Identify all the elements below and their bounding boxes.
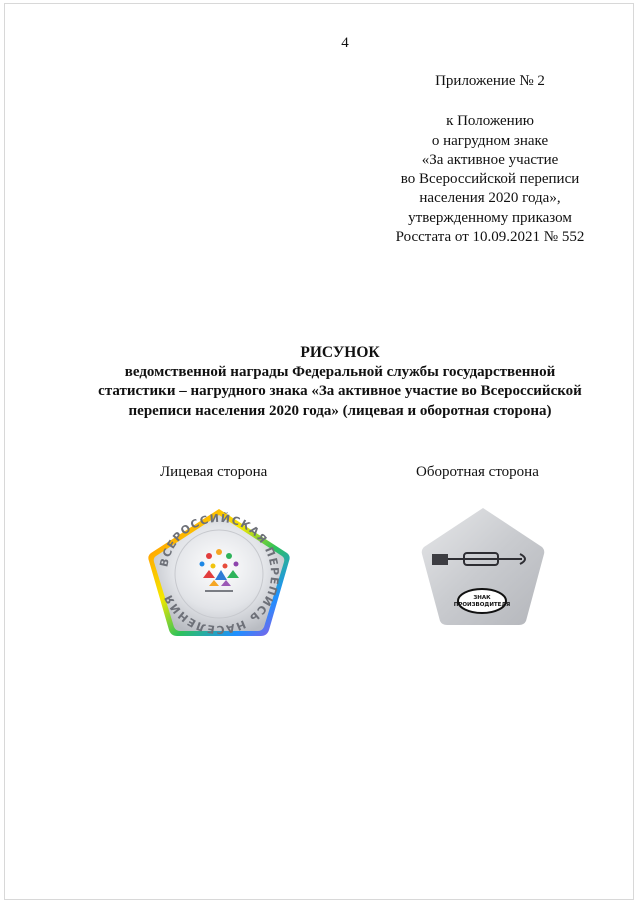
maker-mark-text: ЗНАК	[473, 595, 491, 601]
appendix-title: Приложение № 2	[435, 73, 545, 89]
heading-line: переписи населения 2020 года» (лицевая и оборотная сторона)	[128, 402, 552, 419]
appendix-line: во Всероссийской переписи	[400, 171, 580, 188]
badge-front-image	[145, 506, 293, 642]
appendix-line: «За активное участие	[421, 151, 559, 168]
front-side-label: Лицевая сторона	[160, 464, 268, 480]
document-heading	[90, 343, 590, 421]
badge-back-image	[418, 505, 548, 628]
maker-mark-text: ПРОИЗВОДИТЕЛЯ	[453, 602, 511, 608]
page-number: 4	[341, 35, 349, 51]
heading-title: РИСУНОК	[300, 344, 380, 361]
badge-ring-text: ВСЕРОССИЙСКАЯ ПЕРЕПИСЬ НАСЕЛЕНИЯ	[157, 511, 282, 637]
heading-line: статистики – нагрудного знака «За активное участие во Всероссийской	[98, 383, 582, 400]
back-side-label: Оборотная сторона	[416, 464, 539, 480]
badge-front-svg	[145, 506, 293, 642]
appendix-line: к Положению	[446, 113, 534, 130]
badge-back-svg	[418, 505, 548, 628]
appendix-line: утвержденному приказом	[408, 209, 572, 226]
appendix-line: Росстата от 10.09.2021 № 552	[395, 229, 585, 246]
appendix-line: о нагрудном знаке	[431, 132, 549, 149]
appendix-block	[380, 72, 600, 247]
heading-line: ведомственной награды Федеральной службы государственной	[124, 363, 556, 380]
appendix-line: населения 2020 года»,	[419, 190, 561, 207]
